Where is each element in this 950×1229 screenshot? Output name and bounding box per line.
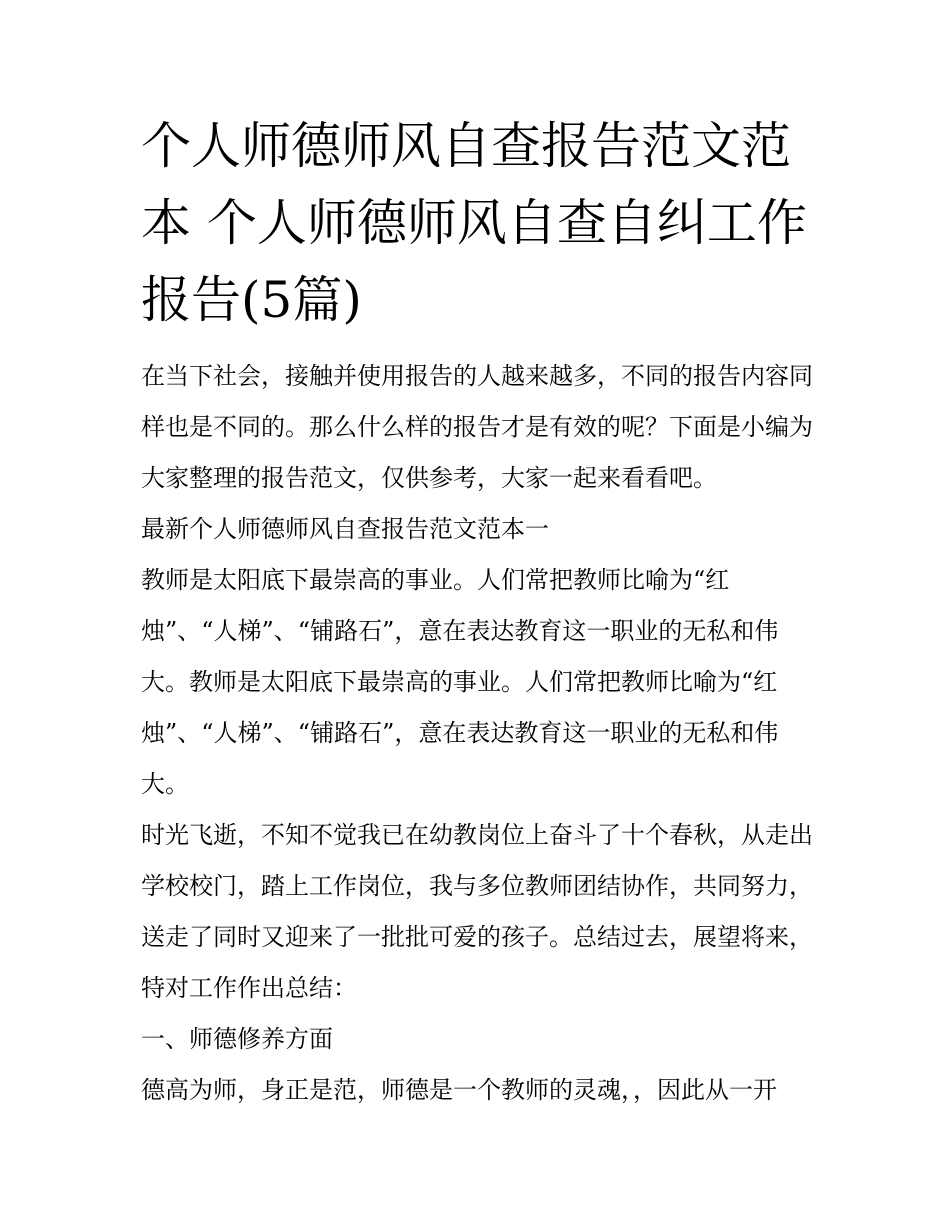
body-paragraph: 德高为师，身正是范，师德是一个教师的灵魂，，因此从一开 <box>141 1076 777 1104</box>
document-title: 个人师德师风自查报告范文范本 个人师德师风自查自纠工作报告(5篇) <box>141 117 807 329</box>
section-heading-1: 最新个人师德师风自查报告范文范本一 <box>141 515 549 543</box>
document-body <box>141 351 816 1116</box>
document-page <box>141 108 816 1116</box>
body-paragraph: 教师是太阳底下最崇高的事业。人们常把教师比喻为“红烛”、“人梯”、“铺路石”，意在表达教育这一职业的无私和伟大。教师是太阳底下最崇高的事业。人们常把教师比喻为“红烛”、“人梯”、“铺路石”，意在表达教育这一职业的无私和伟大。 <box>141 566 779 798</box>
subsection-heading: 一、师德修养方面 <box>141 1025 333 1053</box>
body-paragraph: 时光飞逝，不知不觉我已在幼教岗位上奋斗了十个春秋，从走出学校校门，踏上工作岗位，我与多位教师团结协作，共同努力，送走了同时又迎来了一批批可爱的孩子。总结过去，展望将来，特对工作作出总结： <box>141 821 813 1002</box>
intro-paragraph: 在当下社会，接触并使用报告的人越来越多，不同的报告内容同样也是不同的。那么什么样的报告才是有效的呢？下面是小编为大家整理的报告范文，仅供参考，大家一起来看看吧。 <box>141 362 813 492</box>
